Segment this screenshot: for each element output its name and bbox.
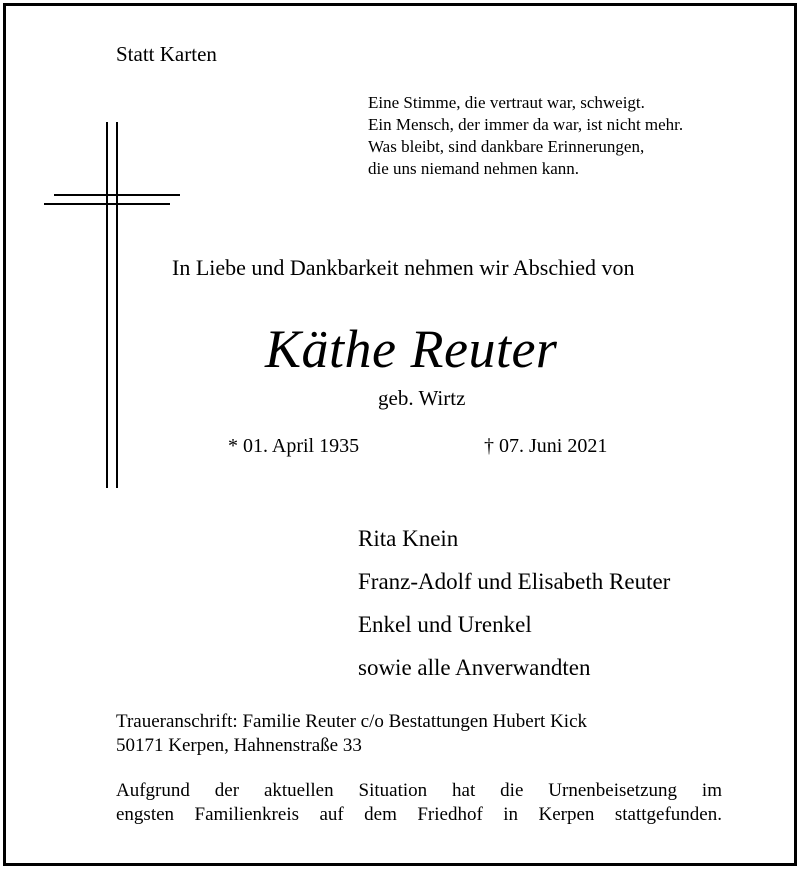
deceased-name: Käthe Reuter <box>265 319 558 379</box>
mourning-address <box>116 710 587 758</box>
mourner-item: Enkel und Urenkel <box>358 612 532 637</box>
mourner-item: sowie alle Anverwandten <box>358 655 591 680</box>
poem-line: Ein Mensch, der immer da war, ist nicht mehr. <box>368 115 684 134</box>
death-date: † 07. Juni 2021 <box>484 435 608 457</box>
poem-line: Was bleibt, sind dankbare Erinnerungen, <box>368 137 645 156</box>
statt-karten-label: Statt Karten <box>116 42 217 66</box>
burial-notice <box>116 779 722 827</box>
mourner-item: Rita Knein <box>358 526 459 551</box>
poem-line: die uns niemand nehmen kann. <box>368 159 580 178</box>
address-line: 50171 Kerpen, Hahnenstraße 33 <box>116 735 362 756</box>
poem-line: Eine Stimme, die vertraut war, schweigt. <box>368 93 645 112</box>
cross-icon <box>44 122 180 490</box>
birth-date: * 01. April 1935 <box>228 435 360 457</box>
notice-line: Aufgrund der aktuellen Situation hat die Urnenbeisetzung im <box>116 780 722 801</box>
mourners-list <box>358 517 670 689</box>
intro-text: In Liebe und Dankbarkeit nehmen wir Abschied von <box>172 255 635 280</box>
notice-line: engsten Familienkreis auf dem Friedhof in Kerpen stattgefunden. <box>116 804 722 825</box>
born-name: geb. Wirtz <box>378 386 466 410</box>
address-line: Traueranschrift: Familie Reuter c/o Bestattungen Hubert Kick <box>116 711 588 732</box>
poem <box>368 92 683 180</box>
mourner-item: Franz-Adolf und Elisabeth Reuter <box>358 569 671 594</box>
